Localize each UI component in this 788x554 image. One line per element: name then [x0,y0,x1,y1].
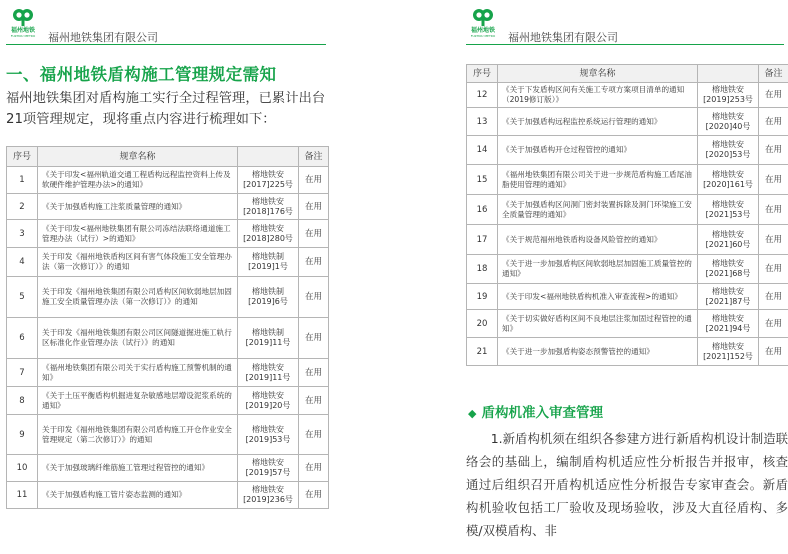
row-number: 3 [7,220,38,248]
status-note: 在用 [759,284,788,310]
page-header [6,8,158,44]
status-note: 在用 [299,318,329,359]
metro-logo-icon [11,8,35,26]
status-note: 在用 [299,455,329,482]
logo-text: 福州地铁 [10,27,35,34]
status-note: 在用 [759,310,788,338]
document-number: 榕地铁安[2017]225号 [238,167,299,194]
status-note: 在用 [299,220,329,248]
row-number: 15 [467,165,498,195]
table-row [467,255,788,284]
row-number: 7 [7,359,38,387]
right-page [460,0,788,554]
table-row [7,455,329,482]
status-note: 在用 [759,83,788,108]
header-note: 备注 [299,147,329,167]
row-number: 14 [467,136,498,165]
status-note: 在用 [299,482,329,509]
header-doc [238,147,299,167]
row-number: 9 [7,415,38,455]
status-note: 在用 [299,194,329,220]
regulation-name: 《关于加强盾构开仓过程管控的通知》 [498,136,698,165]
table-row [467,165,788,195]
table-row [467,136,788,165]
header-doc [698,65,759,83]
table-body-right [467,83,788,366]
row-number: 19 [467,284,498,310]
regulations-table-left [6,146,329,509]
regulation-name: 《关于印发<福州轨道交通工程盾构远程监控资料上传及软硬件维护管理办法>的通知》 [38,167,238,194]
logo-subtext: FUZHOU METRO [10,34,36,38]
table-row [467,83,788,108]
table-row [467,225,788,255]
document-number: 榕地铁安[2021]94号 [698,310,759,338]
table-row [7,318,329,359]
row-number: 11 [7,482,38,509]
section-title: 一、福州地铁盾构施工管理规定需知 [6,65,277,84]
table-row [7,167,329,194]
table-row [7,194,329,220]
row-number: 13 [467,108,498,136]
document-number: 榕地铁安[2020]40号 [698,108,759,136]
table-row [467,310,788,338]
document-number: 榕地铁安[2021]60号 [698,225,759,255]
document-number: 榕地铁安[2019]20号 [238,387,299,415]
status-note: 在用 [299,415,329,455]
fuzhou-metro-logo [6,8,40,38]
table-row [467,338,788,366]
page-header [466,8,618,44]
document-number: 榕地铁安[2021]53号 [698,195,759,225]
regulation-name: 《关于印发<福州地铁集团有限公司冻结法联络通道施工管理办法（试行）>的通知》 [38,220,238,248]
document-number: 榕地铁安[2019]53号 [238,415,299,455]
status-note: 在用 [299,167,329,194]
row-number: 21 [467,338,498,366]
left-page [0,0,330,554]
status-note: 在用 [759,108,788,136]
regulation-name: 《关于加强盾构施工注浆质量管理的通知》 [38,194,238,220]
regulation-name: 《关于印发<福州地铁盾构机准入审查流程>的通知》 [498,284,698,310]
table-row [7,359,329,387]
diamond-bullet-icon: ◆ [468,407,477,420]
row-number: 10 [7,455,38,482]
table-row [7,415,329,455]
regulation-name: 《福州地铁集团有限公司关于实行盾构施工预警机制的通知》 [38,359,238,387]
regulation-name: 关于印发《福州地铁集团有限公司盾构施工开仓作业安全管理规定（第二次修订）》的通知 [38,415,238,455]
regulation-name: 关于印发《福州地铁集团有限公司盾构区间软弱地层加固施工安全质量管理办法（第一次修订）》的通知 [38,277,238,318]
table-body-left [7,167,329,509]
table-row [7,277,329,318]
logo-text: 福州地铁 [470,27,495,34]
table-row [7,248,329,277]
regulation-name: 《关于加强盾构施工管片姿态监测的通知》 [38,482,238,509]
table-row [7,387,329,415]
subsection-body: 1.新盾构机须在组织各参建方进行新盾构机设计制造联络会的基础上，编制盾构机适应性分析报告并报审，核查通过后组织召开盾构机适应性分析报告专家审查会。新盾构机验收包括工厂验收及现场验收，涉及大直径盾构、多模/双模盾构、非 [466,431,788,538]
subsection-heading [468,401,603,421]
row-number: 2 [7,194,38,220]
row-number: 12 [467,83,498,108]
document-number: 榕地铁安[2020]53号 [698,136,759,165]
regulations-table-right [466,64,788,366]
status-note: 在用 [299,359,329,387]
regulation-name: 《福州地铁集团有限公司关于进一步规范盾构施工盾尾油脂使用管理的通知》 [498,165,698,195]
regulation-name: 《关于切实做好盾构区间不良地层注浆加固过程管控的通知》 [498,310,698,338]
regulation-name: 《关于进一步加强盾构姿态预警管控的通知》 [498,338,698,366]
table-row [467,108,788,136]
table-row [7,220,329,248]
regulation-name: 关于印发《福州地铁集团有限公司区间隧道掘进施工轨行区标准化作业管理办法（试行）》的通知 [38,318,238,359]
document-number: 榕地铁安[2018]176号 [238,194,299,220]
row-number: 8 [7,387,38,415]
header-name: 规章名称 [498,65,698,83]
table-row [467,195,788,225]
status-note: 在用 [759,225,788,255]
header-divider [466,44,784,45]
header-name: 规章名称 [38,147,238,167]
row-number: 4 [7,248,38,277]
regulation-name: 《关于加强玻璃纤维筋施工管理过程管控的通知》 [38,455,238,482]
document-number: 榕地铁安[2021]152号 [698,338,759,366]
row-number: 18 [467,255,498,284]
row-number: 20 [467,310,498,338]
intro-paragraph: 福州地铁集团对盾构施工实行全过程管理，已累计出台21项管理规定，现将重点内容进行梳理如下： [6,91,326,127]
subsection-title: 盾构机准入审查管理 [481,405,603,421]
document-number: 榕地铁制[2019]6号 [238,277,299,318]
status-note: 在用 [299,387,329,415]
document-number: 榕地铁安[2019]57号 [238,455,299,482]
company-name: 福州地铁集团有限公司 [508,31,618,44]
document-number: 榕地铁安[2021]87号 [698,284,759,310]
metro-logo-icon [471,8,495,26]
document-number: 榕地铁安[2019]253号 [698,83,759,108]
company-name: 福州地铁集团有限公司 [48,31,158,44]
row-number: 6 [7,318,38,359]
fuzhou-metro-logo [466,8,500,38]
header-note: 备注 [759,65,788,83]
status-note: 在用 [759,338,788,366]
status-note: 在用 [299,277,329,318]
regulation-name: 关于印发《福州地铁盾构区间有害气体段施工安全管理办法（第一次修订）》的通知 [38,248,238,277]
document-number: 榕地铁安[2020]161号 [698,165,759,195]
regulation-name: 《关于下发盾构区间有关施工专项方案项目清单的通知（2019修订版）》 [498,83,698,108]
status-note: 在用 [759,136,788,165]
status-note: 在用 [299,248,329,277]
row-number: 17 [467,225,498,255]
regulation-name: 《关于进一步加强盾构区间软弱地层加固施工质量管控的通知》 [498,255,698,284]
table-row [467,284,788,310]
header-divider [6,44,326,45]
status-note: 在用 [759,255,788,284]
document-number: 榕地铁制[2019]11号 [238,318,299,359]
status-note: 在用 [759,165,788,195]
table-header-row [7,147,329,167]
table-row [7,482,329,509]
document-number: 榕地铁安[2019]236号 [238,482,299,509]
document-number: 榕地铁安[2019]11号 [238,359,299,387]
row-number: 5 [7,277,38,318]
header-no: 序号 [7,147,38,167]
row-number: 1 [7,167,38,194]
status-note: 在用 [759,195,788,225]
regulation-name: 《关于规范福州地铁盾构设备风险管控的通知》 [498,225,698,255]
header-no: 序号 [467,65,498,83]
table-header-row [467,65,788,83]
document-number: 榕地铁制[2019]1号 [238,248,299,277]
logo-subtext: FUZHOU METRO [470,34,496,38]
row-number: 16 [467,195,498,225]
regulation-name: 《关于土压平衡盾构机掘进复杂敏感地层增设泥浆系统的通知》 [38,387,238,415]
regulation-name: 《关于加强盾构远程监控系统运行管理的通知》 [498,108,698,136]
regulation-name: 《关于加强盾构区间洞门密封装置拆除及洞门环梁施工安全质量管理的通知》 [498,195,698,225]
document-number: 榕地铁安[2018]280号 [238,220,299,248]
document-number: 榕地铁安[2021]68号 [698,255,759,284]
